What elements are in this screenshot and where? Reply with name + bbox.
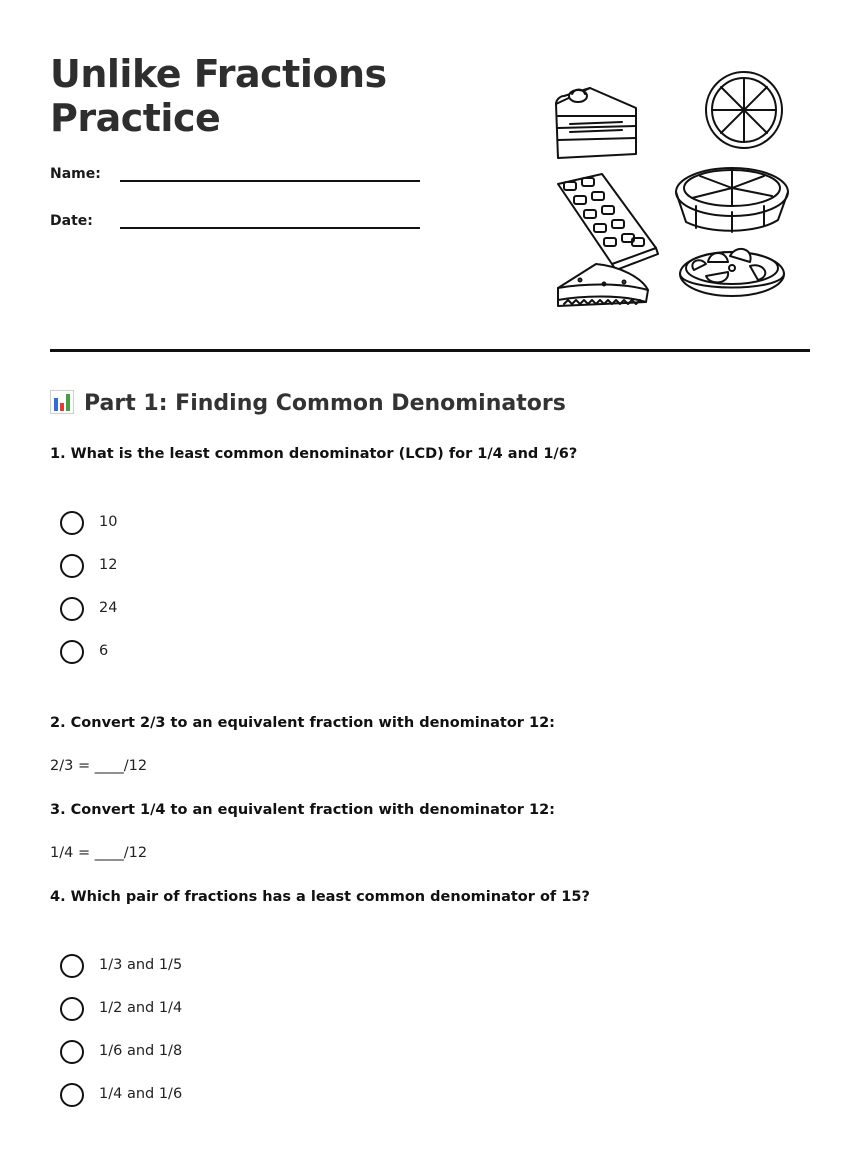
option-label: 1/6 and 1/8 <box>99 1043 183 1059</box>
question-4: 4. Which pair of fractions has a least common denominator of 15? <box>50 889 590 905</box>
question-2: 2. Convert 2/3 to an equivalent fraction with denominator 12: <box>50 715 555 731</box>
title-line-2: Practice <box>50 96 221 140</box>
date-label: Date: <box>50 213 93 229</box>
question-3: 3. Convert 1/4 to an equivalent fraction with denominator 12: <box>50 802 555 818</box>
radio-button[interactable] <box>60 997 84 1021</box>
page-title <box>50 52 387 140</box>
radio-button[interactable] <box>60 640 84 664</box>
part1-heading <box>50 390 566 420</box>
option-label: 1/4 and 1/6 <box>99 1086 183 1102</box>
radio-button[interactable] <box>60 554 84 578</box>
date-input-line[interactable] <box>120 227 420 229</box>
q3-answer-blank[interactable]: 1/4 = ____/12 <box>50 845 148 861</box>
option-label: 10 <box>99 514 118 530</box>
section-divider <box>50 349 810 352</box>
option-label: 1/2 and 1/4 <box>99 1000 183 1016</box>
pie-icon <box>676 168 788 232</box>
pie-slice-icon <box>558 264 648 306</box>
radio-button[interactable] <box>60 1040 84 1064</box>
tart-icon <box>680 249 784 296</box>
chocolate-bar-icon <box>558 174 658 270</box>
radio-button[interactable] <box>60 597 84 621</box>
option-label: 12 <box>99 557 118 573</box>
option-label: 24 <box>99 600 118 616</box>
name-label: Name: <box>50 166 101 182</box>
radio-button[interactable] <box>60 1083 84 1107</box>
question-1: 1. What is the least common denominator (LCD) for 1/4 and 1/6? <box>50 446 578 462</box>
radio-button[interactable] <box>60 954 84 978</box>
orange-slice-icon <box>706 72 782 148</box>
part1-title: Part 1: Finding Common Denominators <box>84 391 566 416</box>
food-illustration <box>550 66 790 318</box>
cake-slice-icon <box>556 88 636 158</box>
radio-button[interactable] <box>60 511 84 535</box>
q2-answer-blank[interactable]: 2/3 = ____/12 <box>50 758 148 774</box>
option-label: 1/3 and 1/5 <box>99 957 183 973</box>
option-label: 6 <box>99 643 109 659</box>
title-line-1: Unlike Fractions <box>50 52 387 96</box>
name-input-line[interactable] <box>120 180 420 182</box>
bar-chart-icon <box>50 390 74 414</box>
